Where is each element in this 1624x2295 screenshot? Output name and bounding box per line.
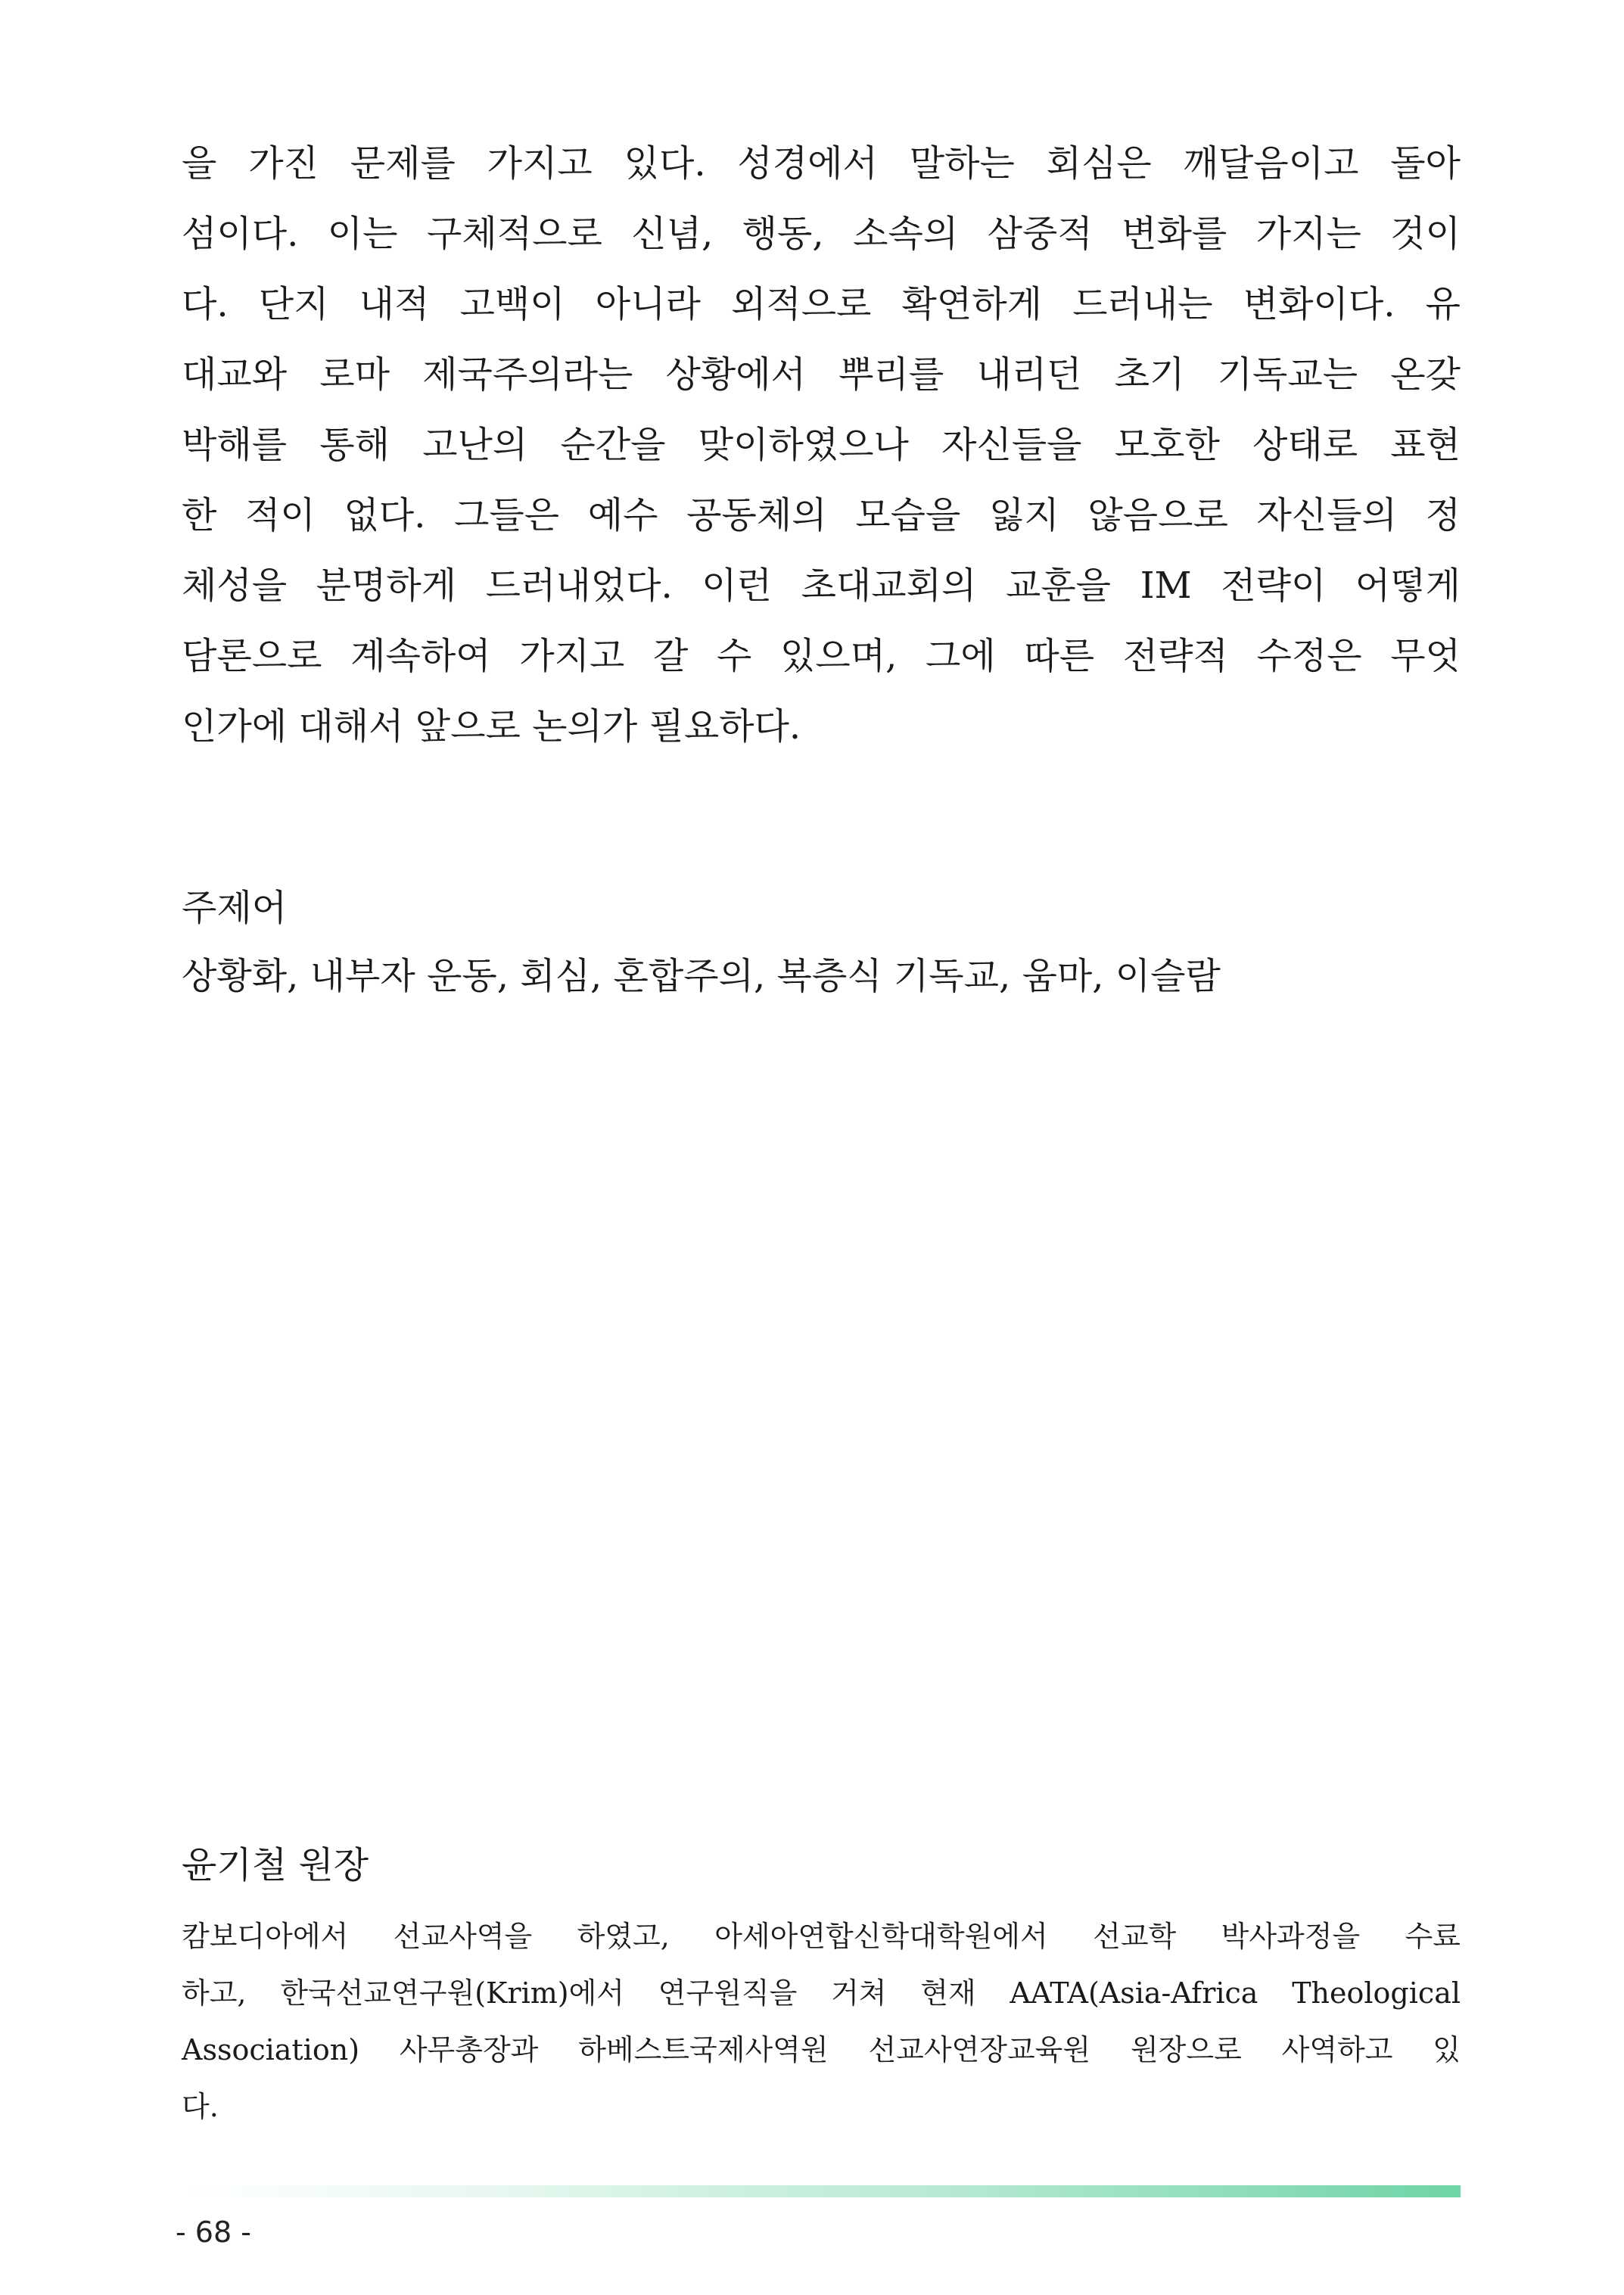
body-line: 한 적이 없다. 그들은 예수 공동체의 모습을 잃지 않음으로 자신들의 정 [182,494,1461,536]
body-line: 체성을 분명하게 드러내었다. 이런 초대교회의 교훈을 IM 전략이 어떻게 [182,564,1461,607]
author-bio-line: 하고, 한국선교연구원(Krim)에서 연구원직을 거쳐 현재 AATA(Asia-Africa Theological [182,1976,1461,2010]
body-line: 인가에 대해서 앞으로 논의가 필요하다. [182,705,801,748]
body-paragraph [182,129,1461,762]
author-name: 윤기철 원장 [182,1844,369,1886]
body-line: 다. 단지 내적 고백이 아니라 외적으로 확연하게 드러내는 변화이다. 유 [182,283,1461,325]
body-line: 섬이다. 이는 구체적으로 신념, 행동, 소속의 삼중적 변화를 가지는 것이 [182,213,1461,255]
keywords-heading: 주제어 [182,887,288,929]
page-number: - 68 - [176,2216,251,2249]
author-bio [182,1908,1461,2135]
keywords-list: 상황화, 내부자 운동, 회심, 혼합주의, 복층식 기독교, 움마, 이슬람 [182,955,1221,997]
author-bio-line: Association) 사무총장과 하베스트국제사역원 선교사연장교육원 원장으로 사역하고 있 [182,2033,1461,2066]
body-line: 박해를 통해 고난의 순간을 맞이하였으나 자신들을 모호한 상태로 표현 [182,424,1461,466]
footer-divider [182,2185,1461,2197]
body-line: 대교와 로마 제국주의라는 상황에서 뿌리를 내리던 초기 기독교는 온갖 [182,353,1461,396]
body-line: 담론으로 계속하여 가지고 갈 수 있으며, 그에 따른 전략적 수정은 무엇 [182,635,1461,677]
author-bio-line: 캄보디아에서 선교사역을 하였고, 아세아연합신학대학원에서 선교학 박사과정을 수료 [182,1920,1461,1953]
body-line: 을 가진 문제를 가지고 있다. 성경에서 말하는 회심은 깨달음이고 돌아 [182,142,1461,185]
author-bio-line: 다. [182,2090,219,2123]
